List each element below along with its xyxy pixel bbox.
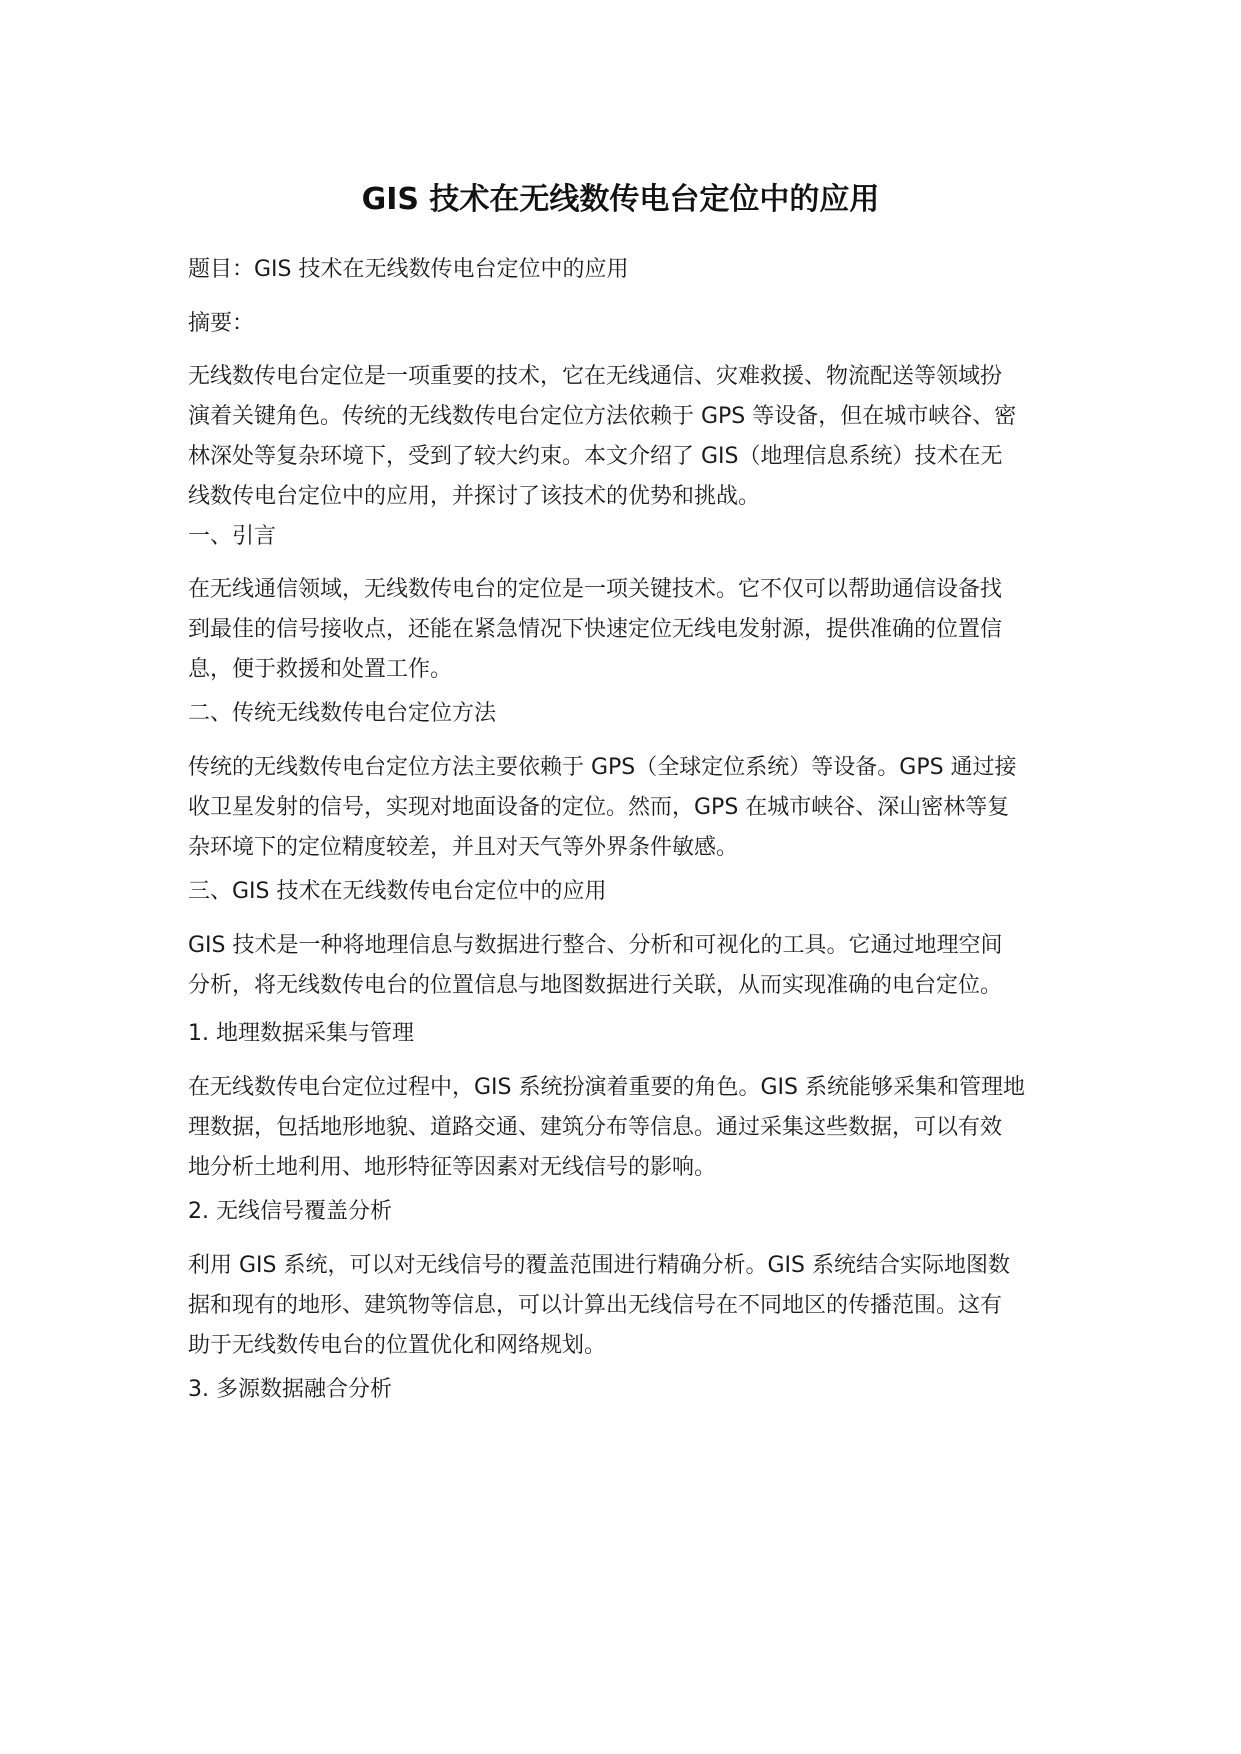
text-line: 二、传统无线数传电台定位方法 — [188, 701, 497, 726]
text-line: 传统的无线数传电台定位方法主要依赖于 GPS（全球定位系统）等设备。GPS 通过接 — [188, 755, 1017, 780]
coverage-paragraph — [188, 1246, 1058, 1366]
document-title: GIS 技术在无线数传电台定位中的应用 — [361, 182, 880, 217]
text-line: 杂环境下的定位精度较差，并且对天气等外界条件敏感。 — [188, 835, 739, 860]
section-heading-traditional — [188, 694, 1058, 734]
section-heading-intro — [188, 517, 1058, 557]
text-line: 地分析土地利用、地形特征等因素对无线信号的影响。 — [188, 1155, 717, 1180]
text-line: 分析，将无线数传电台的位置信息与地图数据进行关联，从而实现准确的电台定位。 — [188, 973, 1003, 998]
text-line: 无线数传电台定位是一项重要的技术，它在无线通信、灾难救援、物流配送等领域扮 — [188, 364, 1003, 389]
text-line: 林深处等复杂环境下，受到了较大约束。本文介绍了 GIS（地理信息系统）技术在无 — [188, 444, 1003, 469]
text-line: 利用 GIS 系统，可以对无线信号的覆盖范围进行精确分析。GIS 系统结合实际地图数 — [188, 1253, 1010, 1278]
traditional-paragraph — [188, 748, 1058, 868]
abstract-label — [188, 304, 1058, 344]
subheading-data-collection — [188, 1014, 1058, 1054]
text-line: 3. 多源数据融合分析 — [188, 1377, 392, 1402]
subheading-fusion — [188, 1370, 1058, 1410]
text-line: 摘要： — [188, 311, 255, 336]
text-line: 据和现有的地形、建筑物等信息，可以计算出无线信号在不同地区的传播范围。这有 — [188, 1293, 1003, 1318]
text-line: 理数据，包括地形地貌、道路交通、建筑分布等信息。通过采集这些数据，可以有效 — [188, 1115, 1003, 1140]
text-line: 息，便于救援和处置工作。 — [188, 657, 453, 682]
gis-paragraph — [188, 926, 1058, 1006]
subject-line — [188, 250, 1058, 290]
abstract-paragraph — [188, 357, 1058, 517]
subheading-coverage — [188, 1192, 1058, 1232]
text-line: 线数传电台定位中的应用，并探讨了该技术的优势和挑战。 — [188, 484, 761, 509]
text-line: 一、引言 — [188, 524, 277, 549]
text-line: 在无线数传电台定位过程中，GIS 系统扮演着重要的角色。GIS 系统能够采集和管理地 — [188, 1075, 1025, 1100]
text-line: 收卫星发射的信号，实现对地面设备的定位。然而，GPS 在城市峡谷、深山密林等复 — [188, 795, 1010, 820]
data-collection-paragraph — [188, 1068, 1058, 1188]
section-heading-gis — [188, 872, 1058, 912]
text-line: 2. 无线信号覆盖分析 — [188, 1199, 392, 1224]
text-line: 题目：GIS 技术在无线数传电台定位中的应用 — [188, 257, 629, 282]
text-line: 助于无线数传电台的位置优化和网络规划。 — [188, 1333, 607, 1358]
text-line: 在无线通信领域，无线数传电台的定位是一项关键技术。它不仅可以帮助通信设备找 — [188, 577, 1003, 602]
text-line: 1. 地理数据采集与管理 — [188, 1021, 414, 1046]
text-line: GIS 技术是一种将地理信息与数据进行整合、分析和可视化的工具。它通过地理空间 — [188, 933, 1003, 958]
text-line: 到最佳的信号接收点，还能在紧急情况下快速定位无线电发射源，提供准确的位置信 — [188, 617, 1003, 642]
text-line: 演着关键角色。传统的无线数传电台定位方法依赖于 GPS 等设备，但在城市峡谷、密 — [188, 404, 1017, 429]
intro-paragraph — [188, 570, 1058, 690]
text-line: 三、GIS 技术在无线数传电台定位中的应用 — [188, 879, 607, 904]
